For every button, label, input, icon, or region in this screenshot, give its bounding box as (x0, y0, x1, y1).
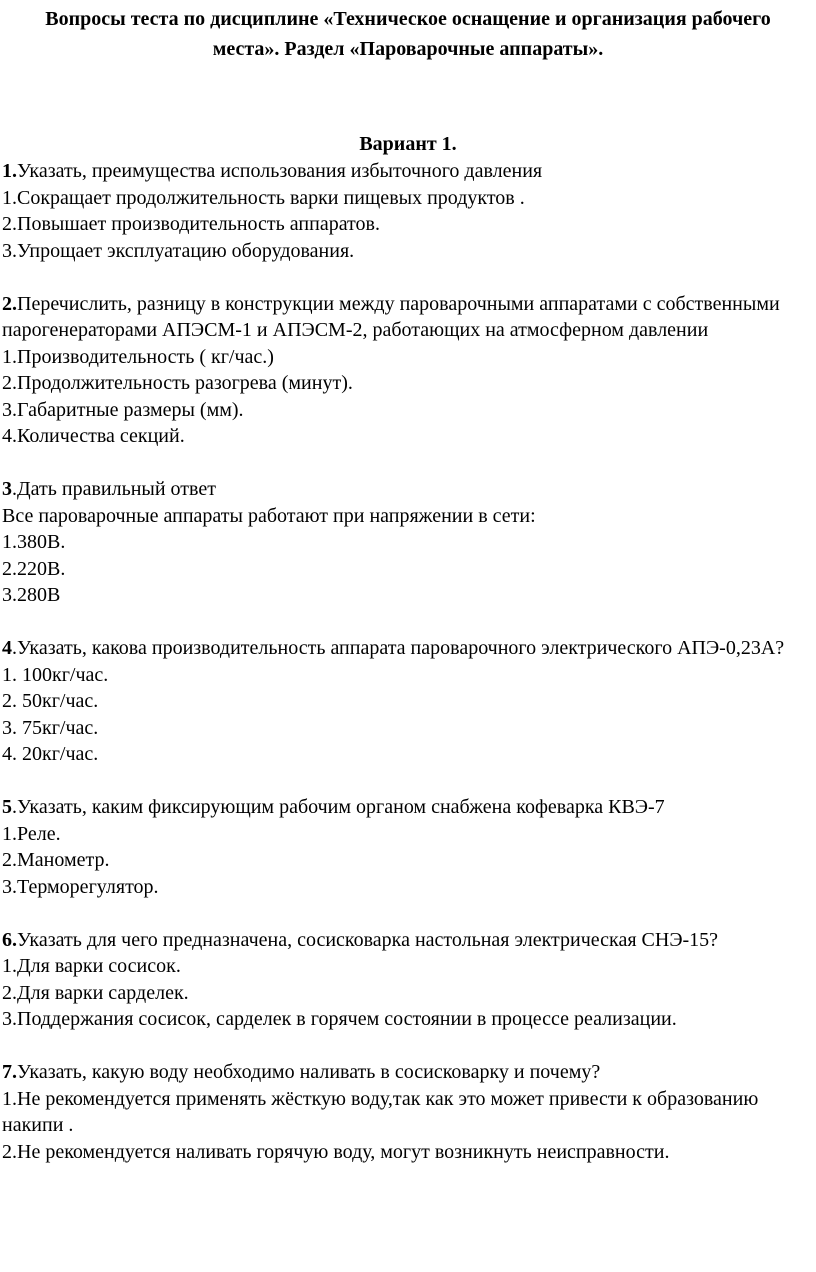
question-1-text (2, 158, 816, 185)
question-6-text (2, 927, 816, 954)
questions-list (0, 158, 816, 1165)
question-5-option-3: 3.Терморегулятор. (2, 875, 159, 898)
question-2-number: 2. (2, 292, 17, 315)
question-4-option-1: 1. 100кг/час. (2, 663, 109, 686)
question-1-option-3: 3.Упрощает эксплуатацию оборудования. (2, 239, 355, 262)
question-5-prompt: .Указать, каким фиксирующим рабочим органом снабжена кофеварка КВЭ-7 (12, 796, 665, 818)
question-7-prompt: Указать, какую воду необходимо наливать в сосисковарку и почему? (17, 1061, 601, 1083)
question-4 (2, 635, 816, 768)
question-1-option-1: 1.Сокращает продолжительность варки пищевых продуктов . (2, 186, 525, 209)
question-4-text (2, 635, 816, 662)
question-5 (2, 794, 816, 900)
question-3-option-3: 3.280В (2, 584, 61, 606)
question-5-text (2, 794, 816, 821)
question-6-number: 6. (2, 928, 17, 951)
question-3-text (2, 476, 816, 503)
question-2-option-1: 1.Производительность ( кг/час.) (2, 345, 274, 368)
question-5-option-1: 1.Реле. (2, 822, 61, 845)
question-5-option-2: 2.Манометр. (2, 849, 110, 871)
question-4-number: 4 (2, 637, 12, 659)
question-1-number: 1. (2, 160, 17, 182)
question-6 (2, 927, 816, 1033)
question-2 (2, 291, 816, 450)
question-4-option-4: 4. 20кг/час. (2, 743, 99, 765)
question-7 (2, 1059, 816, 1165)
question-5-number: 5 (2, 796, 12, 818)
question-6-option-3: 3.Поддержания сосисок, сарделек в горячем состоянии в процессе реализации. (2, 1008, 677, 1030)
question-4-option-3: 3. 75кг/час. (2, 716, 99, 739)
question-3-prompt: .Дать правильный ответ (12, 478, 216, 500)
question-6-option-1: 1.Для варки сосисок. (2, 955, 181, 977)
question-2-option-3: 3.Габаритные размеры (мм). (2, 398, 244, 421)
question-4-option-2: 2. 50кг/час. (2, 690, 99, 712)
question-2-option-2: 2.Продолжительность разогрева (минут). (2, 372, 353, 394)
variant-heading: Вариант 1. (359, 133, 457, 155)
question-3 (2, 476, 816, 609)
question-2-option-4: 4.Количества секций. (2, 425, 185, 447)
question-6-option-2: 2.Для варки сарделек. (2, 981, 189, 1004)
question-3-option-2: 2.220В. (2, 557, 66, 580)
question-1 (2, 158, 816, 264)
question-2-prompt: Перечислить, разницу в конструкции между пароварочными аппаратами с собственными парогенераторами АПЭСМ-1 и АПЭСМ-2, работающих на атмосферном давлении (2, 292, 780, 341)
question-7-number: 7. (2, 1061, 17, 1083)
document-title: Вопросы теста по дисциплине «Техническое оснащение и организация рабочего места». Раздел «Пароварочные аппараты». (45, 8, 771, 60)
question-2-text (2, 291, 816, 344)
question-7-option-1: 1.Не рекомендуется применять жёсткую воду,так как это может привести к образованию накипи . (2, 1087, 759, 1136)
question-1-prompt: Указать, преимущества использования избыточного давления (17, 160, 543, 182)
question-6-prompt: Указать для чего предназначена, сосисковарка настольная электрическая СНЭ-15? (17, 928, 719, 951)
question-7-text (2, 1059, 816, 1086)
question-7-option-2: 2.Не рекомендуется наливать горячую воду, могут возникнуть неисправности. (2, 1140, 670, 1163)
question-4-prompt: .Указать, какова производительность аппарата пароварочного электрического АПЭ-0,23А? (12, 637, 785, 659)
question-3-number: 3 (2, 478, 12, 500)
question-1-option-2: 2.Повышает производительность аппаратов. (2, 213, 380, 235)
question-3-option-1: 1.380В. (2, 531, 66, 553)
question-3-subtext: Все пароварочные аппараты работают при напряжении в сети: (2, 504, 536, 527)
